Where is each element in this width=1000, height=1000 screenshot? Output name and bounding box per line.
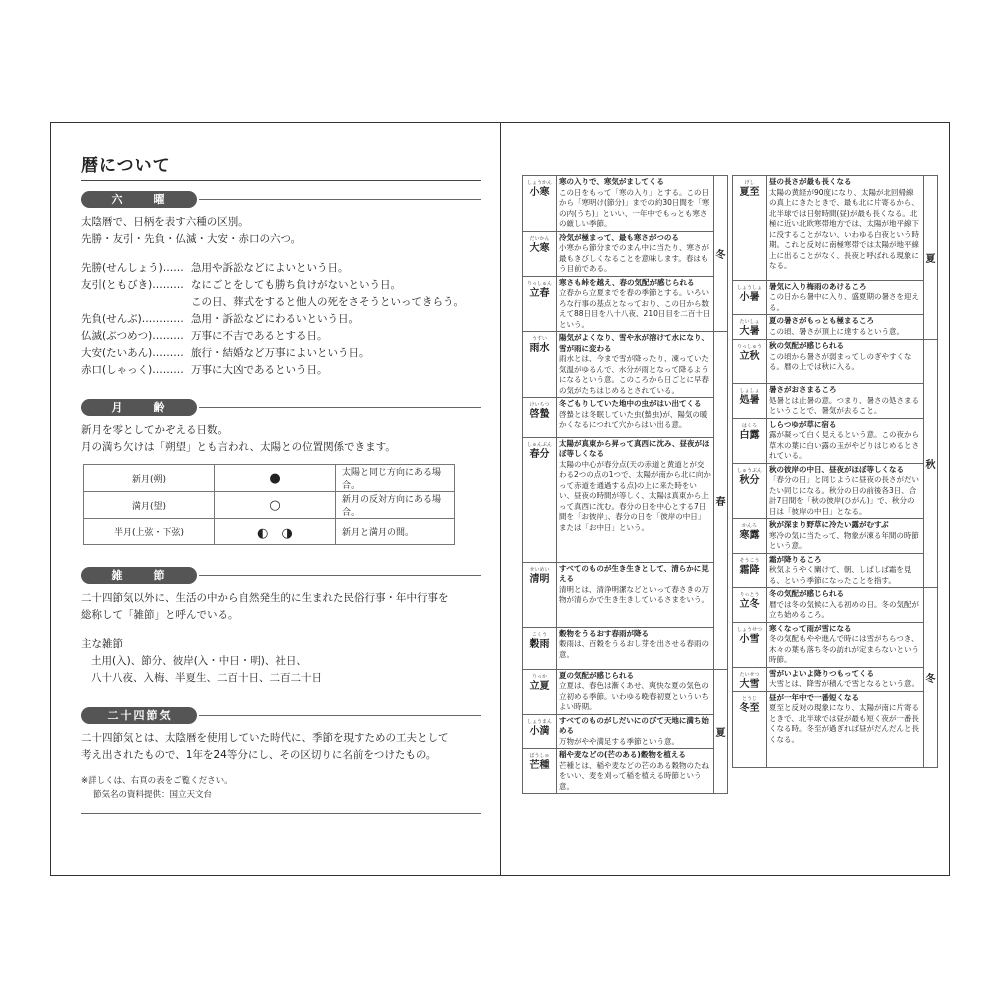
- nijushi-heading-label: 二十四節気: [81, 707, 197, 724]
- solar-term-name: かんろ 寒露: [733, 519, 767, 554]
- table-row: 半月(上弦・下弦) ◐ ◑ 新月と満月の間。: [84, 519, 455, 545]
- solar-term-name: しょうしょ 小暑: [733, 280, 767, 315]
- solar-term-name: そうこう 霜降: [733, 553, 767, 588]
- moon-phase-table: [83, 464, 455, 545]
- rokuyo-item: 先負(せんぶ)………… 急用・訴訟などにわるいという日。: [81, 313, 359, 325]
- solar-term-description: 寒くなって雨が雪になる 冬の気配もやや進んで時には雪がちらつき、木々の葉も落ち冬の訪れが定まらないという時節。: [767, 622, 924, 667]
- solar-term-description: 冬ごもりしていた地中の虫がはい出てくる 啓蟄とは冬眠していた虫(蟄虫)が、陽気の暖かくなるにつれて穴からはい出る意。: [557, 398, 714, 438]
- bottom-rule: [81, 813, 481, 814]
- zassetsu-intro-1: 二十四節気以外に、生活の中から自然発生的に生まれた民俗行事・年中行事を: [81, 592, 449, 604]
- full-moon-icon: ○: [215, 492, 336, 519]
- right-page: [500, 122, 950, 876]
- solar-term-name: りっしゅう 立秋: [733, 340, 767, 384]
- nijushi-intro-2: 考え出されたもので、1年を24等分にし、その区切りに名前をつけたもの。: [81, 749, 437, 761]
- rokuyo-intro-2: 先勝・友引・先負・仏滅・大安・赤口の六つ。: [81, 233, 302, 245]
- solar-term-description: 秋の気配が感じられる この頃から暑さが弱まってしのぎやすくなる。暦の上では秋に入る。: [767, 340, 924, 384]
- solar-term-description: すべてのものがしだいにのびて天地に満ち始める 万物がやや満足する季節という意。: [557, 714, 714, 749]
- rokuyo-item: 赤口(しゃっく)……… 万事に大凶であるという日。: [81, 364, 328, 376]
- table-row: [523, 176, 938, 232]
- solar-term-description: 秋が深まり野草に冷たい露がむすぶ 寒冷の気に当たって、物象が凍る年間の時節という意。: [767, 519, 924, 554]
- solar-term-name: とうじ 冬至: [733, 691, 767, 767]
- zassetsu-intro-2: 総称して「雑節」と呼んでいる。: [81, 609, 239, 621]
- rokuyo-item: 先勝(せんしょう)…… 急用や訴訟などによいという日。: [81, 262, 349, 274]
- zassetsu-heading-label: 雑 節: [81, 567, 197, 584]
- getsurei-intro-2: 月の満ち欠けは「朔望」とも言われ、太陽との位置関係できます。: [81, 441, 396, 453]
- solar-term-description: 穀物をうるおす春雨が降る 穀雨は、百穀をうるおし芽を出させる春雨の意。: [557, 627, 714, 669]
- solar-term-name: だいかん 大寒: [523, 231, 557, 276]
- page-title: 暦について: [81, 151, 481, 181]
- getsurei-heading-label: 月 齢: [81, 399, 197, 416]
- solar-terms-table: [522, 175, 938, 794]
- season-label: 夏: [924, 176, 938, 340]
- season-label: 春: [714, 332, 728, 670]
- zassetsu-main-label: 主な雑節: [81, 638, 123, 650]
- solar-term-description: しらつゆが草に宿る 露が凝って白く見えるという意。この夜から草木の葉に白い露の玉がやどりはじめるとされている。: [767, 418, 924, 463]
- solar-term-description: 暑さがおさまるころ 処暑とは止暑の意。つまり、暑さの処さまるということで、暑気が去ること。: [767, 384, 924, 419]
- getsurei-intro-1: 新月を零としてかぞえる日数。: [81, 424, 228, 436]
- zassetsu-list-1: 土用(入)、節分、彼岸(入・中日・明)、社日、: [91, 655, 307, 667]
- solar-term-description: 霜が降りるころ 秋気ようやく闌けて、朝、しばしば霜を見る、という季節になったことを指す。: [767, 553, 924, 588]
- solar-term-name: しょうせつ 小雪: [733, 622, 767, 667]
- zassetsu-heading: [81, 567, 481, 584]
- new-moon-icon: ●: [215, 465, 336, 492]
- solar-term-description: 昼が一年中で一番短くなる 夏至と反対の現象になり、太陽が南に片寄るときで、北半球では昼が最も短く夜が一番長くなる時。冬至が過ぎれば昼がだんだんと長くなる。: [767, 691, 924, 767]
- solar-term-name: はくろ 白露: [733, 418, 767, 463]
- season-label: 冬: [714, 176, 728, 332]
- left-page: [50, 122, 500, 876]
- rokuyo-heading: [81, 191, 481, 208]
- solar-term-description: 太陽が真東から昇って真西に沈み、昼夜がほぼ等しくなる 太陽の中心が春分点(天の赤道と黄道とが交わる2つの点の1つで、太陽が南から北に向かって赤道を通過する点)の上に来た時をいい、昼夜の時間が等しく、太陽は真東から上って真西に沈む。春分の日を中心とする7日間を「お彼岸」、春分の日を「彼岸の中日」または「お中日」という。: [557, 437, 714, 562]
- left-content: [81, 151, 481, 802]
- solar-term-description: 昼の長さが最も長くなる 太陽の黄経が90度になり、太陽が北回帰線の真上にきたときで、最も北に片寄るから、北半球では日射時間(昼)が最も長くなる。北極に近い北欧寒帯地方では、太陽が地平線下に没することがない、いわゆる白夜という時期。これと反対に南極寒帯では太陽が地平線上に出ることがなく、長夜と呼ばれる現象になる。: [767, 176, 924, 281]
- solar-term-description: 冬の気配が感じられる 暦では冬の気候に入る初めの日。冬の気配が立ち始めるころ。: [767, 588, 924, 623]
- solar-term-name: たいしょ 大暑: [733, 315, 767, 340]
- solar-term-description: 寒の入りで、寒気がましてくる この日をもって「寒の入り」とする。この日から「寒明け(節分)」までの約30日間を「寒の内(うち)」といい、一年中でもっとも寒さの厳しい季節。: [557, 176, 714, 232]
- solar-term-name: たいせつ 大雪: [733, 667, 767, 691]
- solar-term-description: すべてのものが生き生きとして、清らかに見える 清明とは、清浄明潔などといって春さきの万物が清らかで生き生きしているさまをいう。: [557, 562, 714, 627]
- solar-term-name: ぼうしゅ 芒種: [523, 749, 557, 794]
- solar-term-name: しゅんぶん 春分: [523, 437, 557, 562]
- solar-term-description: 陽気がよくなり、雪や氷が溶けて水になり、雪が雨に変わる 雨水とは、今まで雪が降ったり、凍っていた気温がゆるんで、水分が雨となって降るようになるという意。このころから日ごとに早春の気がたちはじめるとされている。: [557, 332, 714, 398]
- solar-term-name: けいちつ 啓蟄: [523, 398, 557, 438]
- season-label: 夏: [714, 669, 728, 794]
- solar-term-name: しょうまん 小満: [523, 714, 557, 749]
- solar-term-description: 夏の気配が感じられる 立夏は、春色は漸くあせ、爽快な夏の気色の立初める季節。いわゆる晩春初夏といういちよい時期。: [557, 669, 714, 714]
- solar-term-name: りっか 立夏: [523, 669, 557, 714]
- footnote-1: ※詳しくは、右頁の表をご覧ください。: [81, 776, 233, 786]
- solar-term-description: 秋の彼岸の中日、昼夜がほぼ等しくなる 「春分の日」と同じように昼夜の長さがだいたい同じになる。秋分の日の前後各3日、合計7日間を「秋の彼岸(ひがん)」で、秋分の日は「彼岸の中日」となる。: [767, 463, 924, 519]
- season-label: 秋: [924, 340, 938, 588]
- rokuyo-heading-label: 六 曜: [81, 191, 197, 208]
- getsurei-heading: [81, 399, 481, 416]
- solar-term-description: 雪がいよいよ降りつもってくる 大雪とは、降雪が積んで雪となるという意。: [767, 667, 924, 691]
- solar-term-description: 寒さも峠を越え、春の気配が感じられる 立春から立夏までを春の季節とする。いろいろな行事の基点となっており、この日から数えて88日目を八十八夜、210日目を二百十日という。: [557, 276, 714, 332]
- solar-term-name: せいめい 清明: [523, 562, 557, 627]
- solar-term-name: りっしゅん 立春: [523, 276, 557, 332]
- table-row: 新月(朔) ● 太陽と同じ方向にある場合。: [84, 465, 455, 492]
- half-moon-icon: ◐ ◑: [215, 519, 336, 545]
- season-label: 冬: [924, 588, 938, 768]
- solar-term-description: 稲や麦などの(芒のある)穀物を植える 芒種とは、稲や麦などの芒のある穀物のたねをいい、麦を刈って稲を植える時節という意。: [557, 749, 714, 794]
- nijushi-intro-1: 二十四節気とは、太陰暦を使用していた時代に、季節を現すための工夫として: [81, 732, 449, 744]
- solar-term-name: りっとう 立冬: [733, 588, 767, 623]
- solar-term-description: 暑気に入り梅雨のあけるころ この日から暑中に入り、盛夏期の暑さを迎える。: [767, 280, 924, 315]
- solar-term-description: 冷気が極まって、最も寒さがつのる 小寒から節分までのまん中に当たり、寒さが最もきびしくなることを意味します。春はもう目前である。: [557, 231, 714, 276]
- tomobiki-extra: この日、葬式をすると他人の死をさそうといってきらう。: [191, 296, 464, 308]
- solar-term-name: しょしょ 処暑: [733, 384, 767, 419]
- nijushi-heading: [81, 707, 481, 724]
- solar-term-name: しょうかん 小寒: [523, 176, 557, 232]
- table-row: 満月(望) ○ 新月の反対方向にある場合。: [84, 492, 455, 519]
- solar-term-name: うすい 雨水: [523, 332, 557, 398]
- footnote: [81, 774, 481, 802]
- zassetsu-list-2: 八十八夜、入梅、半夏生、二百十日、二百二十日: [91, 672, 322, 684]
- solar-term-name: しゅうぶん 秋分: [733, 463, 767, 519]
- rokuyo-item: 友引(ともびき)……… なにごとをしても勝ち負けがないという日。: [81, 279, 401, 291]
- solar-term-name: こくう 穀雨: [523, 627, 557, 669]
- footnote-2: 節気名の資料提供：国立天文台: [93, 790, 213, 800]
- solar-term-name: げし 夏至: [733, 176, 767, 281]
- rokuyo-intro-1: 太陰暦で、日柄を表す六種の区別。: [81, 216, 249, 228]
- rokuyo-item: 大安(たいあん)……… 旅行・結婚など万事によいという日。: [81, 347, 370, 359]
- rokuyo-item: 仏滅(ぶつめつ)……… 万事に不吉であるとする日。: [81, 330, 328, 342]
- solar-term-description: 夏の暑さがもっとも極まるころ この頃、暑さが頂上に達するという意。: [767, 315, 924, 340]
